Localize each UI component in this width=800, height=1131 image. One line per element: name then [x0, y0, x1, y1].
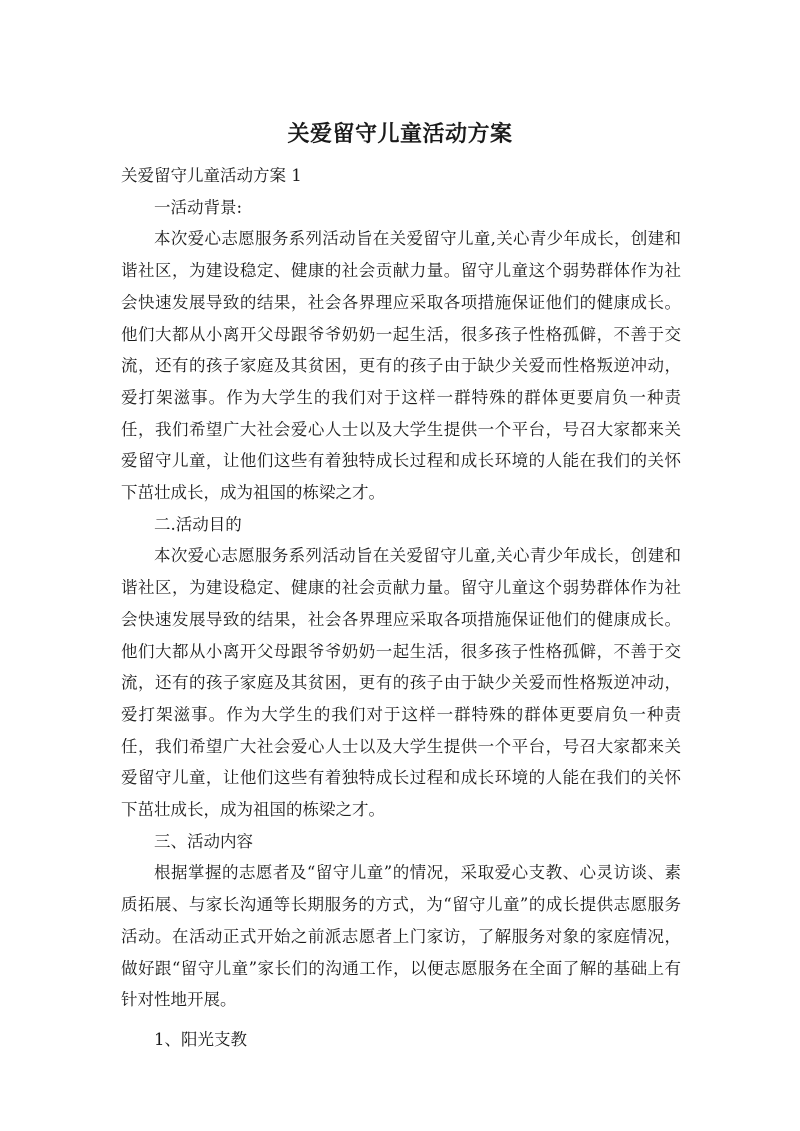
document-title: 关爱留守儿童活动方案: [287, 122, 513, 147]
section-paragraph-background: 本次爱心志愿服务系列活动旨在关爱留守儿童,关心青少年成长，创建和谐社区，为建设稳定、健康的社会贡献力量。留守儿童这个弱势群体作为社会快速发展导致的结果，社会各界理应采取各项措施保证他们的健康成长。他们大都从小离开父母跟爷爷奶奶一起生活，很多孩子性格孤僻，不善于交流，还有的孩子家庭及其贫困，更有的孩子由于缺少关爱而性格叛逆冲动，爱打架滋事。作为大学生的我们对于这样一群特殊的群体更要肩负一种责任，我们希望广大社会爱心人士以及大学生提供一个平台，号召大家都来关爱留守儿童，让他们这些有着独特成长过程和成长环境的人能在我们的关怀下茁壮成长，成为祖国的栋梁之才。: [121, 229, 681, 503]
section-heading-purpose: 二.活动目的: [154, 514, 242, 534]
section-heading-background: 一活动背景:: [154, 197, 243, 217]
section-paragraph-content: 根据掌握的志愿者及“留守儿童”的情况，采取爱心支教、心灵访谈、素质拓展、与家长沟通等长期服务的方式，为“留守儿童”的成长提供志愿服务活动。在活动正式开始之前派志愿者上门家访，了解服务对象的家庭情况，做好跟“留守儿童”家长们的沟通工作，以便志愿服务在全面了解的基础上有针对性地开展。: [121, 863, 681, 1010]
subsection-heading-sunshine-teaching: 1、阳光支教: [154, 1029, 247, 1049]
document-body: [121, 160, 681, 1056]
document-subtitle: 关爱留守儿童活动方案 1: [121, 166, 302, 185]
section-paragraph-purpose: 本次爱心志愿服务系列活动旨在关爱留守儿童,关心青少年成长，创建和谐社区，为建设稳定、健康的社会贡献力量。留守儿童这个弱势群体作为社会快速发展导致的结果，社会各界理应采取各项措施保证他们的健康成长。他们大都从小离开父母跟爷爷奶奶一起生活，很多孩子性格孤僻，不善于交流，还有的孩子家庭及其贫困，更有的孩子由于缺少关爱而性格叛逆冲动，爱打架滋事。作为大学生的我们对于这样一群特殊的群体更要肩负一种责任，我们希望广大社会爱心人士以及大学生提供一个平台，号召大家都来关爱留守儿童，让他们这些有着独特成长过程和成长环境的人能在我们的关怀下茁壮成长，成为祖国的栋梁之才。: [121, 546, 681, 820]
section-heading-content: 三、活动内容: [154, 831, 253, 851]
